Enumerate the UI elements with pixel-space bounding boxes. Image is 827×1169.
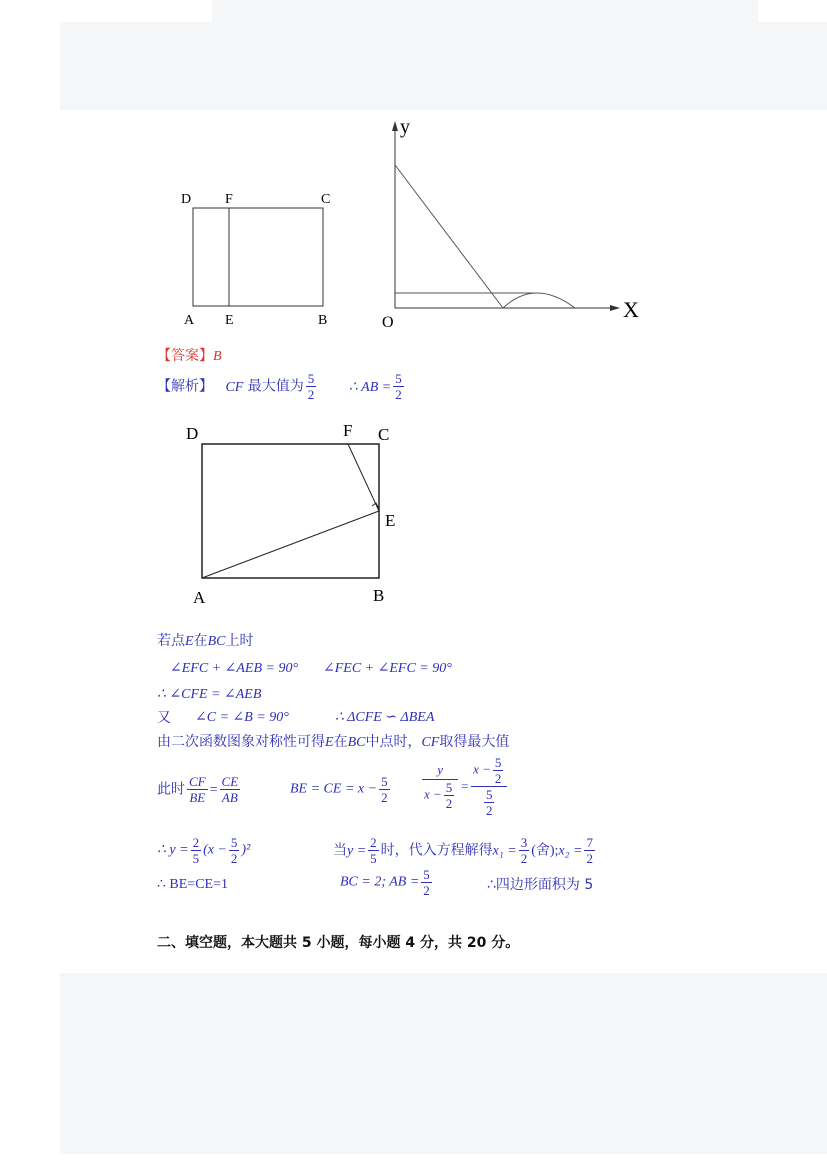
line-be-ce: BE = CE = x − $\frac{5}{2}$ <box>290 774 388 805</box>
top-band <box>60 22 827 110</box>
rectangle-figure-bottom <box>180 418 405 610</box>
line-quadratic: ∴ y = $\frac{2}{5}$ (x − $\frac{5}{2}$ )² <box>157 835 251 866</box>
line-angle-sum-1: ∠EFC + ∠AEB = 90° <box>170 661 299 676</box>
label-f: F <box>225 192 233 207</box>
line-right-angles: ∠C = ∠B = 90° <box>195 710 289 725</box>
fraction-five-halves: $\frac{5}{2}$ <box>307 371 315 402</box>
line-ratio: 此时 $\frac{CF}{BE}$ = $\frac{CE}{AB}$ <box>157 774 239 805</box>
analysis-max-text: 最大值为 <box>247 378 304 395</box>
line-also: 又 <box>157 710 171 726</box>
label-d: D <box>186 424 199 443</box>
label-e: E <box>385 511 396 530</box>
label-d: D <box>181 192 192 207</box>
label-a: A <box>184 313 195 328</box>
line-be-ce-one: ∴ BE=CE=1 <box>157 877 228 892</box>
x-axis-label: X <box>623 297 639 322</box>
label-c: C <box>321 192 331 207</box>
answer-value: B <box>213 349 222 364</box>
origin-label: O <box>382 314 394 330</box>
line-angle-equal: ∴ ∠CFE = ∠AEB <box>157 687 262 702</box>
line-point-e-on-bc: 若点E在BC上时 <box>157 633 254 649</box>
line-area-result: ∴四边形面积为 5 <box>487 877 594 893</box>
fraction-ab-value: $\frac{5}{2}$ <box>395 371 402 402</box>
label-c: C <box>378 425 390 444</box>
line-angle-sum-2: ∠FEC + ∠EFC = 90° <box>323 661 452 676</box>
bottom-band <box>60 973 827 1154</box>
answer-line <box>157 347 222 366</box>
y-axis-label: y <box>400 116 410 138</box>
answer-label: 【答案】 <box>157 348 213 364</box>
label-f: F <box>343 421 353 440</box>
line-y-ratio: y x − $\frac{5}{2}$ = x − $\frac{5}{2}$ $\frac{5}{2}$ <box>420 756 509 817</box>
analysis-line <box>157 372 406 401</box>
top-tab-band <box>212 0 758 22</box>
analysis-therefore-ab: ∴ AB = <box>348 379 392 395</box>
line-symmetry: 由二次函数图象对称性可得E在BC中点时，CF取得最大值 <box>157 734 510 750</box>
analysis-label: 【解析】 <box>157 378 213 395</box>
line-solve: 当y = $\frac{2}{5}$ 时，代入方程解得x₁ = $\frac{3}{2}$ (舍);x₂ = $\frac{7}{2}$ <box>333 835 593 866</box>
line-bc-ab: BC = 2; AB = $\frac{5}{2}$ <box>340 867 430 898</box>
rectangle-figure-top <box>170 185 345 330</box>
label-b: B <box>318 313 328 328</box>
analysis-cf: CF <box>225 379 244 395</box>
section-heading: 二、填空题，本大题共 5 小题，每小题 4 分，共 20 分。 <box>157 935 520 951</box>
line-similar-triangles: ∴ ΔCFE ∽ ΔBEA <box>335 710 435 725</box>
label-a: A <box>193 588 206 607</box>
function-graph <box>370 115 645 330</box>
label-e: E <box>225 313 234 328</box>
label-b: B <box>373 586 385 605</box>
